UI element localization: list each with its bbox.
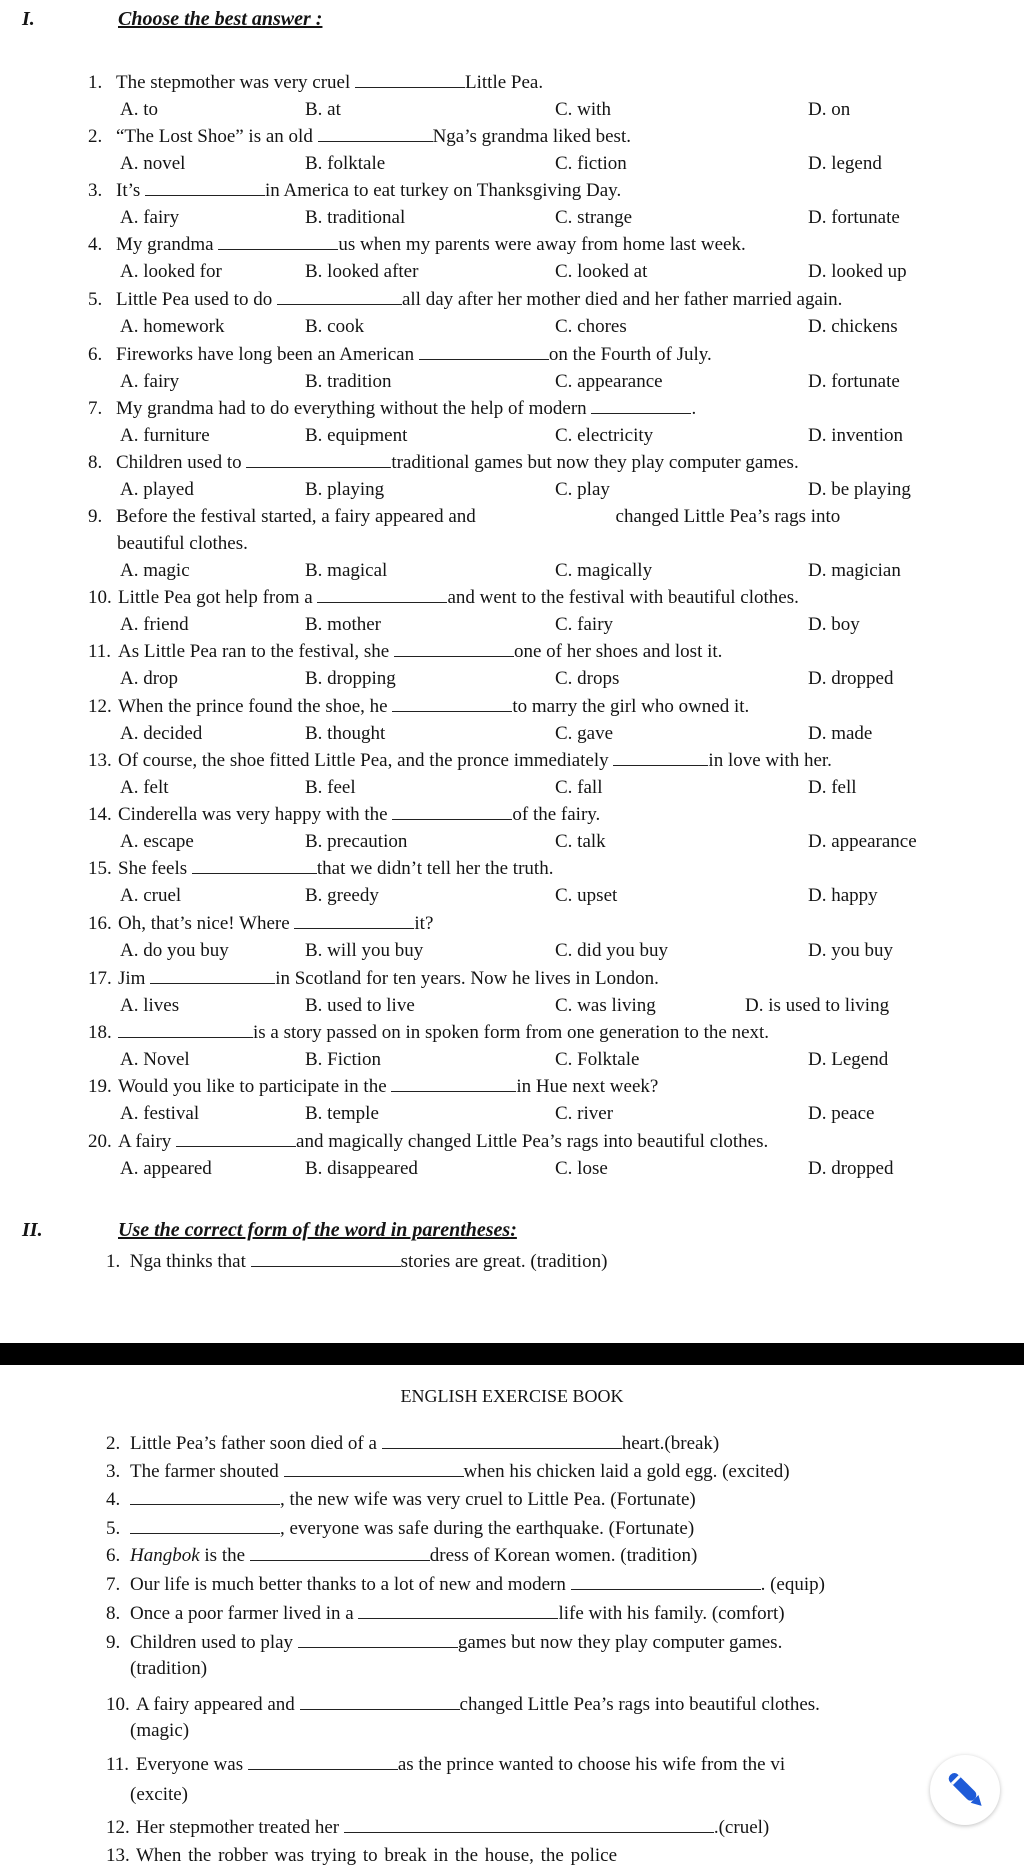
question-text-end: traditional games but now they play computer games. [391,452,799,473]
option-b[interactable]: B. dropping [305,668,396,689]
question-number: 11. [88,641,112,662]
option-d[interactable]: D. magician [808,560,901,581]
item-text-end: , the new wife was very cruel to Little Pea. (Fortunate) [280,1489,696,1510]
item-text-end: as the prince wanted to choose his wife from the vi [397,1754,786,1775]
option-a[interactable]: A. Novel [120,1049,190,1070]
option-c[interactable]: C. did you buy [555,940,668,961]
option-d[interactable]: D. boy [808,614,860,635]
option-b[interactable]: B. magical [305,560,388,581]
question-7 [88,398,696,420]
question-number: 2. [88,126,103,147]
answer-blank [394,656,514,657]
option-d[interactable]: D. you buy [808,940,893,961]
option-a[interactable]: A. decided [120,723,203,744]
question-11 [88,641,722,663]
item-number: 2. [106,1433,121,1454]
option-b[interactable]: B. Fiction [305,1049,382,1070]
option-c[interactable]: C. magically [555,560,653,581]
question-text-end: that we didn’t tell her the truth. [316,858,554,879]
pen-button[interactable] [930,1755,1000,1825]
answer-blank [392,819,512,820]
answer-blank [130,1533,280,1534]
item-hint: (magic) [130,1720,190,1741]
option-a[interactable]: A. played [120,479,194,500]
question-text: Oh, that’s nice! Where [118,913,295,934]
question-text-end: Nga’s grandma liked best. [432,126,631,147]
option-d[interactable]: D. dropped [808,1158,894,1179]
option-a[interactable]: A. festival [120,1103,200,1124]
question-text-end: it? [414,913,434,934]
answer-blank [248,1769,398,1770]
item-hint: (excite) [130,1784,189,1805]
option-c[interactable]: C. gave [555,723,614,744]
question-text: Of course, the shoe fitted Little Pea, and the pronce immediately [118,750,614,771]
option-c[interactable]: C. Folktale [555,1049,640,1070]
item-text: The farmer shouted [130,1461,284,1482]
question-text: Fireworks have long been an American [116,344,419,365]
option-b[interactable]: B. at [305,99,341,120]
option-c[interactable]: C. talk [555,831,606,852]
option-c[interactable]: C. river [555,1103,614,1124]
question-number: 4. [88,234,103,255]
option-d[interactable]: D. Legend [808,1049,889,1070]
question-text-end: of the fairy. [512,804,601,825]
question-text-end: one of her shoes and lost it. [513,641,723,662]
answer-blank [246,467,391,468]
exercise-item-10 [106,1694,820,1716]
question-15 [88,858,553,880]
item-text: A fairy appeared and [136,1694,300,1715]
option-a[interactable]: A. appeared [120,1158,212,1179]
exercise-item-13 [106,1845,617,1867]
pen-icon [930,1755,1000,1825]
question-text-end: all day after her mother died and her father married again. [401,289,843,310]
option-c[interactable]: C. appearance [555,371,663,392]
item-text-end: games but now they play computer games. [457,1632,783,1653]
question-3 [88,180,621,202]
option-b[interactable]: B. will you buy [305,940,424,961]
option-a[interactable]: A. cruel [120,885,182,906]
section-2-number: II. [22,1219,43,1241]
item-number: 12. [106,1817,130,1838]
question-number: 13. [88,750,112,771]
question-10 [88,587,799,609]
question-text: Little Pea got help from a [118,587,318,608]
option-b[interactable]: B. mother [305,614,381,635]
item-text: Children used to play [130,1632,298,1653]
question-text: A fairy [118,1131,177,1152]
option-a[interactable]: A. felt [120,777,169,798]
item-text-end: changed Little Pea’s rags into beautiful clothes. [459,1694,820,1715]
page-divider [0,1343,1024,1365]
item-number: 5. [106,1518,121,1539]
item-text: When the robber was trying to break in the house, the police [136,1845,618,1866]
option-c[interactable]: C. with [555,99,611,120]
option-c[interactable]: C. lose [555,1158,608,1179]
item-text-end: , everyone was safe during the earthquake. (Fortunate) [280,1518,695,1539]
option-d[interactable]: D. happy [808,885,878,906]
question-text-end: in Hue next week? [516,1076,659,1097]
question-number: 17. [88,968,112,989]
item-number: 10. [106,1694,130,1715]
question-text: As Little Pea ran to the festival, she [118,641,394,662]
question-number: 14. [88,804,112,825]
question-number: 18. [88,1022,112,1043]
answer-blank [118,1037,253,1038]
question-text: Children used to [116,452,247,473]
option-c[interactable]: C. electricity [555,425,654,446]
option-a[interactable]: A. lives [120,995,180,1016]
option-d[interactable]: D. on [808,99,851,120]
question-9 [88,506,840,528]
option-b[interactable]: B. precaution [305,831,408,852]
item-text-end: life with his family. (comfort) [558,1603,785,1624]
question-13 [88,750,832,772]
option-c[interactable]: C. chores [555,316,627,337]
question-text: The stepmother was very cruel [116,72,355,93]
question-text-end: in America to eat turkey on Thanksgiving Day. [265,180,622,201]
option-d[interactable]: D. peace [808,1103,875,1124]
answer-blank [192,873,317,874]
question-4 [88,234,746,256]
exercise-item-11 [106,1754,785,1776]
question-number: 12. [88,696,112,717]
option-b[interactable]: B. thought [305,723,386,744]
option-b[interactable]: B. traditional [305,207,406,228]
option-b[interactable]: B. folktale [305,153,386,174]
option-b[interactable]: B. disappeared [305,1158,418,1179]
answer-blank [382,1448,622,1449]
page-header: ENGLISH EXERCISE BOOK [400,1386,624,1406]
option-b[interactable]: B. playing [305,479,385,500]
question-8 [88,452,799,474]
question-text: It’s [116,180,146,201]
question-text-end: changed Little Pea’s rags into [615,506,841,527]
option-b[interactable]: B. used to live [305,995,415,1016]
item-hint: (tradition) [130,1658,208,1679]
item-text-end: dress of Korean women. (tradition) [429,1545,698,1566]
question-number: 7. [88,398,103,419]
exercise-item-7 [106,1574,825,1596]
option-c[interactable]: C. drops [555,668,620,689]
question-text: Would you like to participate in the [118,1076,392,1097]
answer-blank [591,413,691,414]
question-number: 1. [88,72,103,93]
question-18 [88,1022,769,1044]
exercise-item-5 [106,1518,694,1540]
question-text: “The Lost Shoe” is an old [116,126,318,147]
exercise-item-9 [106,1632,782,1654]
item-number: 13. [106,1845,130,1866]
option-b[interactable]: B. feel [305,777,356,798]
section-1-title: Choose the best answer : [118,8,323,30]
question-text: Jim [118,968,151,989]
option-a[interactable]: A. do you buy [120,940,229,961]
question-number: 15. [88,858,112,879]
option-c[interactable]: C. strange [555,207,633,228]
question-number: 20. [88,1131,112,1152]
question-number: 19. [88,1076,112,1097]
question-16 [88,913,433,935]
answer-blank [392,711,512,712]
exercise-item-6 [106,1545,697,1567]
item-number: 8. [106,1603,121,1624]
exercise-item-3 [106,1461,790,1483]
question-1 [88,72,543,94]
question-text: My grandma had to do everything without the help of modern [116,398,592,419]
option-d[interactable]: D. is used to living [745,995,890,1016]
answer-blank [298,1647,458,1648]
option-d[interactable]: D. invention [808,425,903,446]
item-text: Once a poor farmer lived in a [130,1603,359,1624]
answer-blank [317,602,447,603]
question-text-end: . [691,398,697,419]
question-text-end: and magically changed Little Pea’s rags into beautiful clothes. [296,1131,769,1152]
question-number: 9. [88,506,103,527]
question-number: 16. [88,913,112,934]
question-text-end: to marry the girl who owned it. [512,696,750,717]
answer-blank [355,87,465,88]
question-14 [88,804,600,826]
exercise-item-8 [106,1603,785,1625]
question-19 [88,1076,658,1098]
item-number: 4. [106,1489,121,1510]
option-b[interactable]: B. tradition [305,371,392,392]
item-text: Little Pea’s father soon died of a [130,1433,382,1454]
question-12 [88,696,749,718]
option-d[interactable]: D. be playing [808,479,911,500]
item-text: Her stepmother treated her [136,1817,344,1838]
option-c[interactable]: C. upset [555,885,618,906]
answer-blank [613,765,708,766]
option-c[interactable]: C. fiction [555,153,627,174]
option-a[interactable]: A. friend [120,614,189,635]
answer-blank [294,928,414,929]
option-a[interactable]: A. furniture [120,425,210,446]
option-a[interactable]: A. homework [120,316,225,337]
item-number: 6. [106,1545,121,1566]
question-text-end: Little Pea. [465,72,544,93]
answer-blank [250,1560,430,1561]
item-text-end: heart.(break) [621,1433,720,1454]
question-number: 6. [88,344,103,365]
question-number: 10. [88,587,112,608]
answer-blank [145,195,265,196]
option-c[interactable]: C. play [555,479,610,500]
question-text-end: in love with her. [708,750,832,771]
option-a[interactable]: A. fairy [120,207,180,228]
section-2-item-1: 1. Nga thinks that stories are great. (tradition) [106,1251,608,1272]
item-text: Everyone was [136,1754,248,1775]
answer-blank [176,1146,296,1147]
item-text: Our life is much better thanks to a lot of new and modern [130,1574,571,1595]
option-b[interactable]: B. cook [305,316,365,337]
question-number: 3. [88,180,103,201]
answer-blank [419,359,549,360]
option-a[interactable]: A. fairy [120,371,180,392]
item-number: 7. [106,1574,121,1595]
item-text-end: when his chicken laid a gold egg. (excited) [463,1461,790,1482]
option-c[interactable]: C. looked at [555,261,648,282]
option-b[interactable]: B. greedy [305,885,379,906]
option-a[interactable]: A. looked for [120,261,222,282]
option-c[interactable]: C. fairy [555,614,614,635]
answer-blank [318,141,433,142]
answer-blank [130,1504,280,1505]
question-text: When the prince found the shoe, he [118,696,393,717]
option-c[interactable]: C. fall [555,777,603,798]
option-a[interactable]: A. escape [120,831,194,852]
question-number: 5. [88,289,103,310]
answer-blank [218,249,338,250]
option-b[interactable]: B. looked after [305,261,419,282]
question-text-end: in Scotland for ten years. Now he lives in London. [275,968,659,989]
item-number: 11. [106,1754,130,1775]
question-text-end: is a story passed on in spoken form from one generation to the next. [253,1022,770,1043]
item-text: Hangbok [130,1545,205,1566]
option-a[interactable]: A. novel [120,153,186,174]
option-c[interactable]: C. was living [555,995,656,1016]
option-a[interactable]: A. to [120,99,158,120]
question-text: Little Pea used to do [116,289,277,310]
option-d[interactable]: D. looked up [808,261,907,282]
option-d[interactable]: D. appearance [808,831,917,852]
section-2-title: Use the correct form of the word in parentheses: [118,1219,517,1241]
question-text-end: on the Fourth of July. [548,344,712,365]
answer-blank [284,1476,464,1477]
option-b[interactable]: B. temple [305,1103,379,1124]
question-20 [88,1131,768,1153]
question-text: Cinderella was very happy with the [118,804,393,825]
section-1-number: I. [22,8,35,30]
item-text-end: .(cruel) [713,1817,770,1838]
option-d[interactable]: D. fortunate [808,207,900,228]
question-text-continued: beautiful clothes. [117,533,248,554]
answer-blank [344,1832,714,1833]
question-5 [88,289,842,311]
exercise-item-2 [106,1433,719,1455]
exercise-item-12 [106,1817,769,1839]
answer-blank [300,1709,460,1710]
option-d[interactable]: D. dropped [808,668,894,689]
item-text-2: is the [204,1545,250,1566]
option-d[interactable]: D. chickens [808,316,898,337]
question-number: 8. [88,452,103,473]
question-text: My grandma [116,234,219,255]
answer-blank [391,1091,516,1092]
question-text: She feels [118,858,192,879]
item-number: 9. [106,1632,121,1653]
option-d[interactable]: D. legend [808,153,882,174]
question-text: Before the festival started, a fairy appeared and [116,506,481,527]
option-d[interactable]: D. fortunate [808,371,900,392]
answer-blank [571,1589,761,1590]
option-d[interactable]: D. fell [808,777,857,798]
question-text-end: us when my parents were away from home last week. [338,234,746,255]
answer-blank [277,304,402,305]
question-2 [88,126,631,148]
option-a[interactable]: A. magic [120,560,190,581]
question-6 [88,344,712,366]
answer-blank [358,1618,558,1619]
question-17 [88,968,659,990]
option-b[interactable]: B. equipment [305,425,408,446]
option-a[interactable]: A. drop [120,668,179,689]
answer-blank [150,983,275,984]
exercise-item-4 [106,1489,696,1511]
item-text-end: . (equip) [760,1574,825,1595]
question-text-end: and went to the festival with beautiful clothes. [447,587,799,608]
option-d[interactable]: D. made [808,723,873,744]
item-number: 3. [106,1461,121,1482]
